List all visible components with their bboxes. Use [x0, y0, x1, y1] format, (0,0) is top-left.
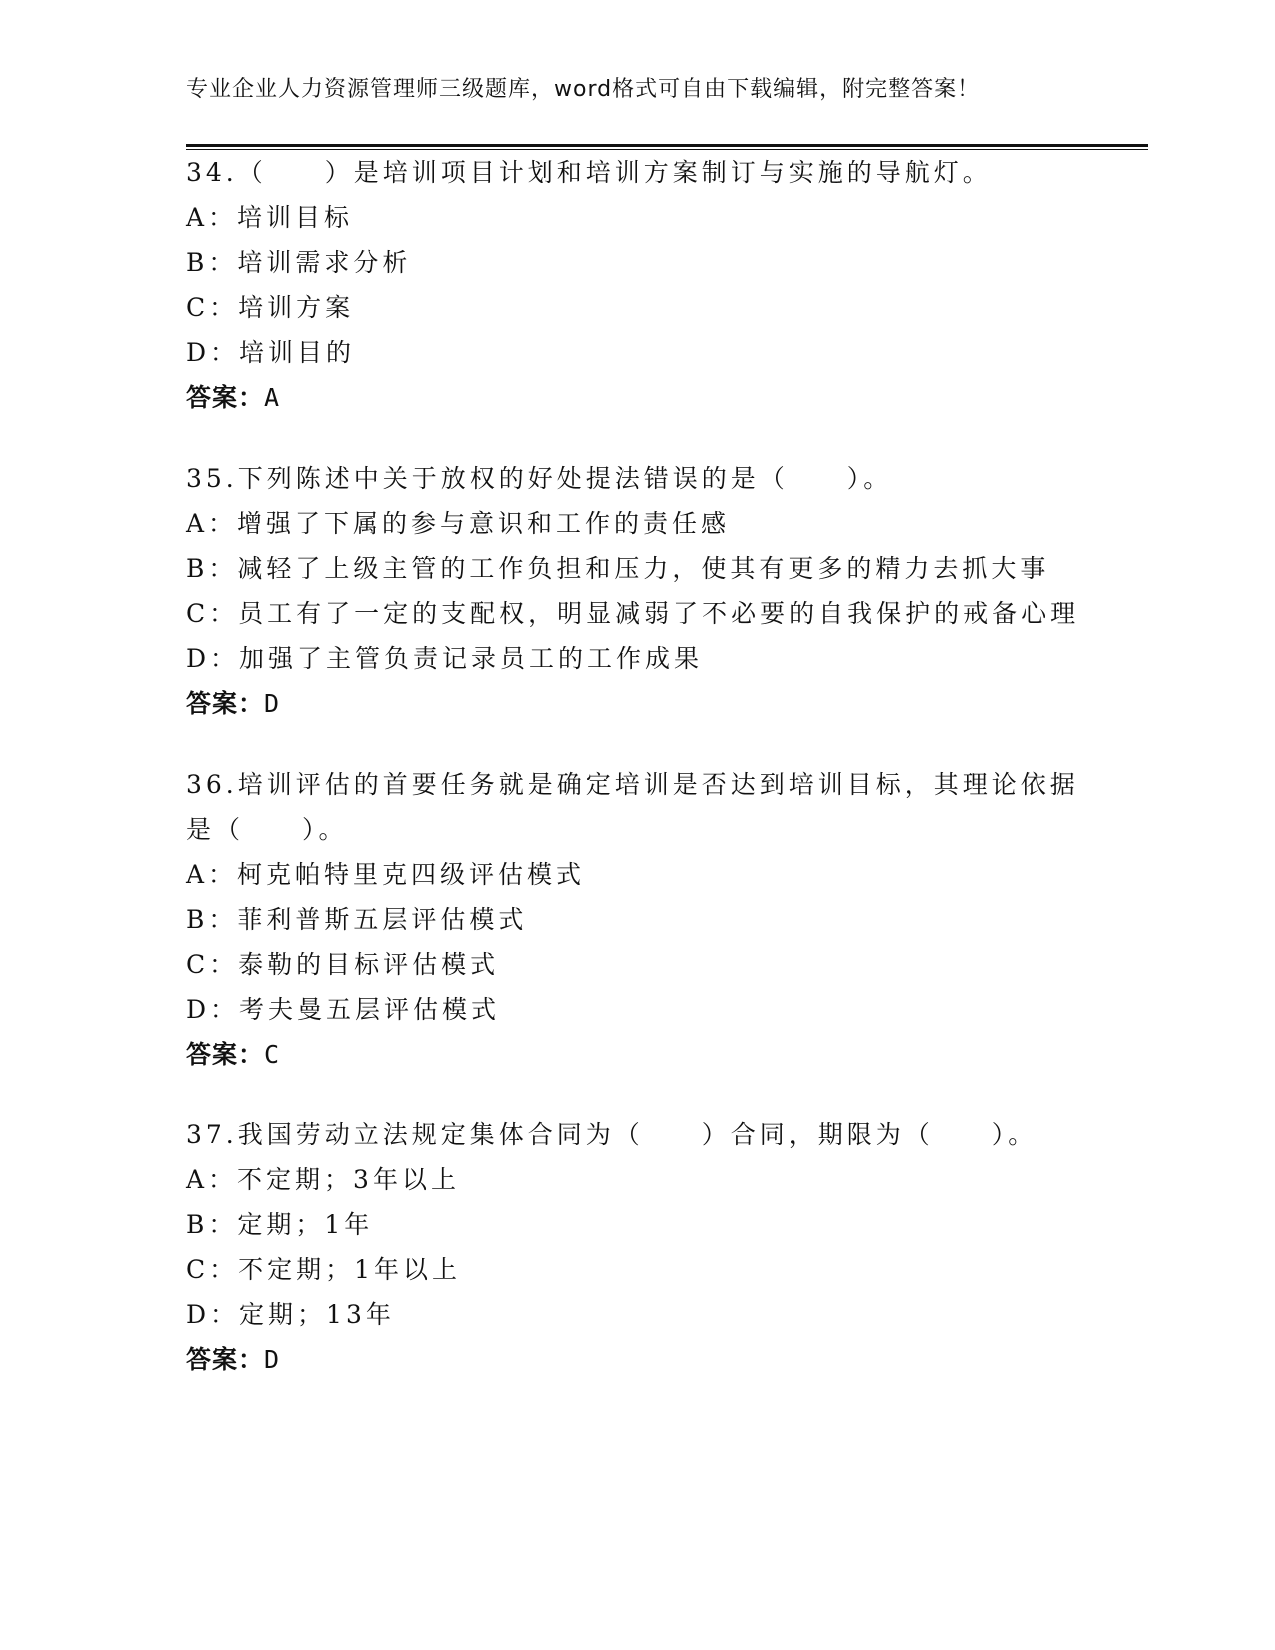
option-d: D：考夫曼五层评估模式: [186, 995, 501, 1024]
answer-line: [186, 1337, 1086, 1382]
question-37: [186, 1112, 1086, 1382]
option-d: D：定期；13年: [186, 1300, 395, 1329]
page-header: 专业企业人力资源管理师三级题库，word格式可自由下载编辑，附完整答案！: [186, 77, 981, 102]
answer-line: [186, 375, 1086, 420]
option-c: C：员工有了一定的支配权，明显减弱了不必要的自我保护的戒备心理: [186, 599, 1080, 628]
answer-label: 答案：: [186, 1040, 265, 1069]
answer-line: [186, 681, 1086, 726]
question-stem: 35.下列陈述中关于放权的好处提法错误的是（ ）。: [186, 464, 893, 493]
question-stem: 37.我国劳动立法规定集体合同为（ ）合同，期限为（ ）。: [186, 1120, 1038, 1149]
question-35: [186, 456, 1086, 726]
question-36: [186, 762, 1086, 1077]
question-stem: 34.（ ）是培训项目计划和培训方案制订与实施的导航灯。: [186, 158, 992, 187]
answer-value: D: [264, 1345, 281, 1374]
question-34: [186, 150, 1086, 420]
answer-label: 答案：: [186, 383, 265, 412]
answer-value: A: [264, 383, 281, 412]
option-a: A：不定期；3年以上: [186, 1165, 460, 1194]
answer-label: 答案：: [186, 689, 265, 718]
option-c: C：泰勒的目标评估模式: [186, 950, 500, 979]
option-b: B：培训需求分析: [186, 248, 412, 277]
option-a: A：柯克帕特里克四级评估模式: [186, 860, 586, 889]
option-d: D：培训目的: [186, 338, 356, 367]
option-d: D：加强了主管负责记录员工的工作成果: [186, 644, 704, 673]
answer-value: C: [264, 1040, 281, 1069]
option-c: C：培训方案: [186, 293, 355, 322]
option-a: A：增强了下属的参与意识和工作的责任感: [186, 509, 731, 538]
option-b: B：减轻了上级主管的工作负担和压力，使其有更多的精力去抓大事: [186, 554, 1050, 583]
question-stem: 36.培训评估的首要任务就是确定培训是否达到培训目标，其理论依据 是（ ）。: [186, 770, 1079, 844]
answer-value: D: [264, 689, 281, 718]
option-b: B：定期；1年: [186, 1210, 374, 1239]
option-b: B：菲利普斯五层评估模式: [186, 905, 528, 934]
option-c: C：不定期；1年以上: [186, 1255, 462, 1284]
answer-label: 答案：: [186, 1345, 265, 1374]
answer-line: [186, 1032, 1086, 1077]
option-a: A：培训目标: [186, 203, 354, 232]
